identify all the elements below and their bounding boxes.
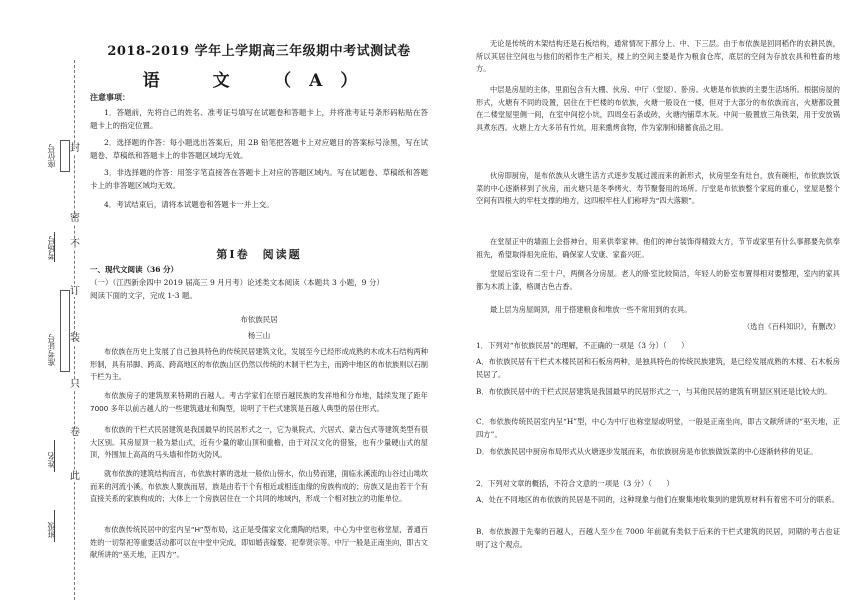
- right-column: [476, 0, 840, 608]
- binding-char: 卷: [70, 427, 80, 438]
- seat-number-label: 座位号: [47, 144, 56, 168]
- binding-char: 此: [70, 471, 80, 482]
- section-title: 第Ⅰ卷 阅读题: [216, 248, 302, 261]
- article-paragraph: 布依族的干栏式民居建筑是我国最早的民居形式之一，它为巢院式、穴居式、蒙古包式等建筑类型有很大区别。其房屋顶一般为悬山式，近有少量的歇山顶和重檐，由于对汉文化的借鉴，也有少量硬山式的屋顶，外围加上高高的马头墙和作防火防风。: [90, 425, 428, 460]
- reading-instruction: 阅读下面的文字，完成 1-3 题。: [90, 291, 197, 300]
- admission-number-label: 准考证号: [47, 334, 56, 366]
- question-option: A．布依族民居有干栏式木楼民居和石板房两种，是独具特色的传统民族建筑，是已经发展成熟的木楼、石木板房民居了。: [476, 357, 840, 379]
- question-stem: 2．下列对文章的概括，不符合文意的一项是（3 分）（ ）: [476, 479, 674, 488]
- binding-char: 不: [70, 239, 80, 250]
- article-paragraph: 无论是传统的木架结构还是石板结构，通常情况下都分上、中、下三层。由于布依族是回同稻作的农耕民族，所以其居住空间也与他们的稻作生产相关，楼上的空间主要是作为粮食仓库，底层的空间为存放农具和牲畜的地方。: [476, 39, 840, 74]
- left-column: [84, 0, 434, 608]
- binding-dashed-line: [74, 60, 75, 600]
- article-paragraph: 最上层为房屋阁顶，用于搭建粮食和堆放一些不常用到的农具。: [490, 305, 692, 314]
- question-option: B．布依族源于先秦的百越人，百越人至少在 7000 年前就有类似于后来的干栏式建筑的民居，同期的考古也证明了这个观点。: [476, 527, 840, 549]
- notice-item: 2．选择题的作答：每小题选出答案后，用 2B 铅笔把答题卡上对应题目的答案标号涂黑，写在试题卷、草稿纸和答题卡上的非答题区域均无效。: [90, 138, 428, 160]
- exam-room-label: 考场号: [47, 236, 56, 260]
- notice-item: 1．答题前，先将自己的姓名、准考证号填写在试题卷和答题卡上，并将准考证号条形码粘贴在答题卡上的指定位置。: [90, 108, 428, 130]
- seat-number-box[interactable]: [60, 140, 70, 172]
- article-paragraph: 在堂屋正中的墙面上会搭神台，用来供奉家神。他们的神台装饰得精致大方，节节或家里有什么事都要先供奉祖先，希望取得祖先庇佑，确保家人安康、家畜兴旺。: [476, 237, 840, 259]
- sub-section-heading: （一）（江西新余四中 2019 届高三 9 月月考）论述类文本阅读（本题共 3 小题，9 分）: [90, 278, 384, 287]
- article-paragraph: 布依族传统民居中的室内呈“H”型布局，这正是受儒家文化熏陶的结果，中心为中堂也称堂屋，普通百姓的一切祭祀等重要活动都可以在中堂中完成，即如婚丧嫁娶、祀奉贤宗等。中厅一般是正南坐向，即古文献所讲的“巫天地，正四方”。: [90, 525, 428, 560]
- class-line[interactable]: [54, 510, 55, 542]
- article-paragraph: 伙房即厨房，是布依族从火塘生活方式逐步发展过渡而来的新形式，伙房里垒有灶台，放有碗柜，布依族饮饭菜的中心逐渐移到了伙房，而火塘只是冬季烤火、寿节聚餐用的场所。厅堂是布依族整个家庭的重心，堂屋是整个空间有四根大的牢柱支撑的地方，这四根牢柱人们称呼为“四大落额”。: [476, 171, 840, 206]
- binding-char: 密: [70, 213, 80, 224]
- name-line[interactable]: [54, 440, 55, 472]
- article-title: 布依族民居: [240, 315, 278, 324]
- question-option: B．布依族民居中的干栏式民居建筑是我国最早的民居形式之一，与其他民居的建筑有明显区别还是比较大的。: [476, 387, 832, 396]
- article-source: （选自《百科知识》，有删改）: [742, 322, 840, 331]
- admission-number-box[interactable]: [60, 290, 70, 372]
- question-stem: 1．下列对“布依族民居”的理解，不正确的一项是（3 分）（ ）: [476, 341, 689, 350]
- exam-title: 2018-2019 学年上学期高三年级期中考试测试卷: [107, 44, 411, 59]
- article-paragraph: 中层是房屋的主体，里面包含有大棚、伙房、中厅（堂屋）、卧房。火塘是布依族的主要生活场所。根据房屋的形式，火塘有不同的设置，居住在干栏楼的布依族，火塘一般设在一楼，但对于大部分的布依族而言，火塘都设置在二楼堂屋里侧一间，在室中间挖小坑，四周垒石条或砖，火塘内铺草木灰。中间一般置放三角铁架，用于安放锅具煮东西。火塘上方大多吊有竹炕，用来熏烤食物，作为家制和储蓄食品之用。: [476, 85, 840, 132]
- binding-strip: [14, 0, 80, 608]
- binding-char: 订: [70, 286, 80, 297]
- article-paragraph: 就布依族的建筑结构而言，布依族村寨的选址一般依山傍水，依山势而建，面临永溪流的山谷过山坳坎而来的河流小溪。布依族人聚族而居，族是由若干个有相近或相连血缘的房族构成的；房族又是由若干个有直接关系的家族构成的；大体上一个房族居住在一个共同的地域内，形成一个相对独立的功能单位。: [90, 469, 428, 504]
- binding-char: 装: [70, 333, 80, 344]
- notice-heading: 注意事项：: [90, 92, 130, 102]
- question-option: C．布依族传统民居室内呈“H”型，中心为中厅也称堂屋或明堂，一般是正南坐向，即古文献所讲的“巫天地，正四方”。: [476, 417, 840, 439]
- binding-char: 封: [70, 143, 80, 154]
- article-paragraph: 布依族在历史上发展了自己独具特色的传统民居建筑文化，发展至今已经形成成熟的木成木石结构两种形制，具有吊脚、跨高、跨高地区的布依族山区仍然以传统的木制干栏为主，而跨中地区的布依族则以石制干栏为主。: [90, 347, 428, 382]
- exam-room-line[interactable]: [54, 232, 55, 262]
- notice-item: 3．非选择题的作答：用签字笔直接答在答题卡上对应的答题区域内。写在试题卷、草稿纸和答题卡上的非答题区域均无效。: [90, 168, 428, 190]
- subject-title: 语 文 （A）: [142, 71, 376, 91]
- article-author: 杨三山: [247, 331, 271, 340]
- part-one-heading: 一、现代文阅读（36 分）: [90, 265, 179, 274]
- article-paragraph: 布依族房子的建筑原来特期的百越人。考古学家们在原百越民族的发祥地和分布地，陆续发现了距年 7000 多年以前古越人的一些建筑遗址和陶型，说明了干栏式建筑是百越人典型的居住形式。: [90, 391, 428, 413]
- binding-char: 只: [70, 379, 80, 390]
- question-option: D．布依族民居中厨房布局形式从火塘逐步发展而来，布依族厨房是布依族做饭菜的中心逐渐转移的见证。: [476, 447, 818, 456]
- class-label: 班级: [47, 522, 56, 538]
- name-label: 姓名: [47, 452, 56, 468]
- notice-item: 4．考试结束后，请将本试题卷和答题卡一并上交。: [104, 200, 274, 209]
- article-paragraph: 堂屋后室设有二至十户，两侧各分房屋。老人的卧室比较简洁，年轻人的卧室布置得相对要整理，室内的家具都为木质上漆，格调古色古香。: [476, 269, 840, 291]
- question-option: A．处在不同地区的布依族的民居是不同的，这种现象与他们在聚集地收集到的建筑原材料有着密不可分的联系。: [476, 495, 839, 504]
